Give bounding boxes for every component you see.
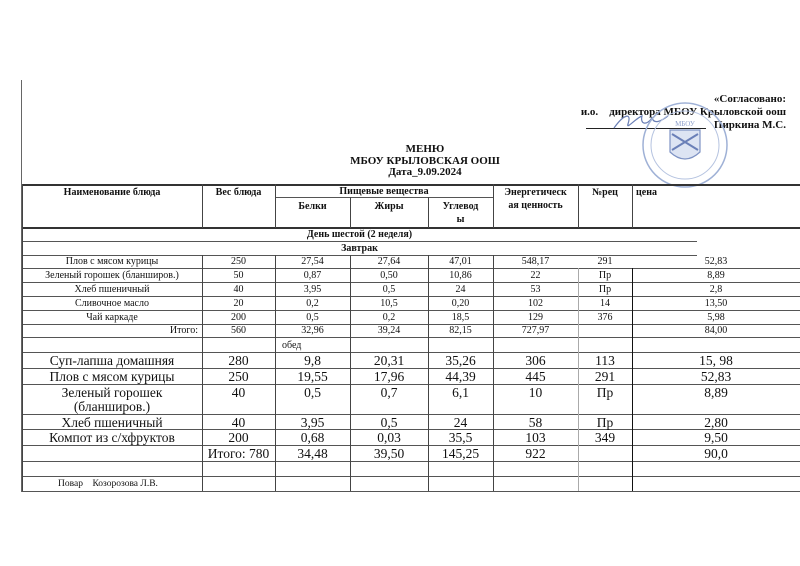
- stamp-icon: [640, 100, 730, 190]
- title-block: [300, 144, 550, 179]
- dish-name: Хлеб пшеничный: [74, 284, 150, 295]
- col-header-carbs-line2: ы: [456, 214, 465, 225]
- day-label: День шестой (2 неделя): [306, 229, 413, 240]
- dish-name-line2: (бланширов.): [73, 399, 151, 414]
- total-carbs: 82,15: [449, 325, 472, 336]
- dish-weight: 200: [228, 430, 249, 445]
- dish-energy: 10: [528, 385, 543, 400]
- dish-carbs: 35,26: [445, 353, 476, 368]
- total-protein: 32,96: [301, 325, 324, 336]
- dish-carbs: 6,1: [452, 385, 469, 400]
- dish-weight: 200: [231, 312, 246, 323]
- dish-weight: 40: [233, 284, 244, 295]
- dish-recipe: 376: [597, 312, 613, 323]
- dish-carbs: 0,20: [451, 298, 470, 309]
- dish-recipe: 291: [597, 256, 613, 267]
- dish-weight: 40: [231, 385, 246, 400]
- lunch-total-energy: 922: [525, 446, 546, 461]
- col-header-carbs: [428, 200, 493, 226]
- dish-energy: 102: [528, 298, 543, 309]
- dish-recipe: 291: [594, 369, 616, 384]
- dish-name: Плов с мясом курицы: [49, 369, 175, 384]
- dish-fat: 0,03: [377, 430, 401, 445]
- dish-price: 8,89: [704, 385, 728, 400]
- total-price: 84,00: [704, 325, 728, 336]
- dish-fat: 17,96: [373, 369, 405, 384]
- dish-protein: 0,68: [300, 430, 325, 445]
- dish-name: Плов с мясом курицы: [65, 256, 159, 267]
- approval-line-3: Пиркина М.С.: [713, 119, 786, 131]
- dish-protein: 0,5: [306, 312, 319, 323]
- dish-carbs: 47,01: [449, 256, 472, 267]
- dish-protein: 19,55: [297, 369, 328, 384]
- dish-price: 15, 98: [699, 353, 733, 368]
- menu-date: Дата_9.09.2024: [388, 166, 462, 178]
- approval-prefix: и.о.: [580, 106, 599, 118]
- menu-title: МЕНЮ: [405, 143, 445, 155]
- dish-weight: 250: [231, 256, 246, 267]
- stamp-text: МБОУ: [675, 120, 695, 128]
- cook-name: Козорозова Л.В.: [92, 479, 158, 489]
- col-header-protein: Белки: [298, 201, 327, 212]
- dish-name: Чай каркаде: [86, 312, 138, 323]
- cook-label: Повар: [58, 479, 83, 489]
- dish-recipe: 14: [600, 298, 610, 309]
- dish-price: 52,83: [700, 369, 732, 384]
- dish-name: Компот из с/хфруктов: [49, 430, 175, 445]
- dish-name: Зеленый горошек (бланширов.): [45, 270, 179, 281]
- col-header-weight: Вес блюда: [215, 187, 262, 198]
- dish-name: Хлеб пшеничный: [61, 415, 163, 430]
- dish-energy: 103: [525, 430, 546, 445]
- col-header-energy: [493, 186, 578, 212]
- total-weight: 560: [231, 325, 246, 336]
- total-energy: 727,97: [521, 325, 550, 336]
- approval-line-1: «Согласовано:: [713, 93, 786, 105]
- dish-energy: 53: [530, 284, 541, 295]
- dish-recipe: Пр: [598, 270, 612, 281]
- dish-protein: 0,2: [306, 298, 319, 309]
- lunch-total-label: Итого: 780: [207, 446, 270, 461]
- dish-protein: 27,54: [301, 256, 324, 267]
- dish-carbs: 24: [455, 284, 466, 295]
- dish-weight: 250: [228, 369, 249, 384]
- lunch-label: обед: [282, 340, 302, 351]
- dish-energy: 58: [528, 415, 543, 430]
- dish-carbs: 18,5: [451, 312, 470, 323]
- dish-weight: 280: [228, 353, 249, 368]
- dish-fat: 0,2: [382, 312, 396, 323]
- dish-recipe: 113: [595, 353, 615, 368]
- dish-name: Суп-лапша домашняя: [49, 353, 175, 368]
- approval-position: директора МБОУ Крыловской оош: [609, 106, 786, 118]
- dish-recipe: Пр: [598, 284, 612, 295]
- dish-name: Сливочное масло: [75, 298, 149, 309]
- dish-recipe: Пр: [596, 385, 614, 400]
- breakfast-label: Завтрак: [341, 243, 378, 254]
- col-header-energy-line2: ая ценность: [508, 200, 563, 211]
- lunch-total-price: 90,0: [704, 446, 728, 461]
- dish-fat: 0,5: [380, 415, 398, 430]
- dish-price: 2,80: [704, 415, 728, 430]
- dish-fat: 0,7: [380, 385, 398, 400]
- dish-price: 8,89: [707, 270, 725, 281]
- dish-energy: 548,17: [521, 256, 550, 267]
- col-header-energy-line1: Энергетическ: [504, 187, 567, 198]
- dish-weight: 20: [233, 298, 244, 309]
- dish-fat: 10,5: [380, 298, 398, 309]
- lunch-total-fat: 39,50: [373, 446, 405, 461]
- dish-fat: 20,31: [373, 353, 405, 368]
- dish-energy: 306: [525, 353, 546, 368]
- dish-energy: 22: [530, 270, 541, 281]
- dish-recipe: Пр: [596, 415, 614, 430]
- dish-energy: 129: [528, 312, 543, 323]
- dish-protein: 0,5: [304, 385, 321, 400]
- col-header-price: цена: [636, 187, 657, 198]
- dish-price: 13,50: [704, 298, 728, 309]
- dish-carbs: 10,86: [449, 270, 472, 281]
- dish-carbs: 44,39: [445, 369, 476, 384]
- dish-recipe: 349: [594, 430, 616, 445]
- total-fat: 39,24: [377, 325, 401, 336]
- col-header-fat: Жиры: [374, 201, 404, 212]
- dish-price: 52,83: [704, 256, 728, 267]
- dish-protein: 0,87: [303, 270, 322, 281]
- dish-protein: 3,95: [300, 415, 325, 430]
- total-label: Итого:: [169, 325, 198, 336]
- dish-fat: 0,5: [382, 284, 396, 295]
- col-header-carbs-line1: Углевод: [442, 201, 479, 212]
- col-header-nutrients: Пищевые вещества: [339, 186, 429, 197]
- col-header-name: Наименование блюда: [63, 187, 161, 198]
- dish-protein: 9,8: [304, 353, 321, 368]
- dish-protein: 3,95: [303, 284, 322, 295]
- lunch-total-carbs: 145,25: [441, 446, 480, 461]
- dish-price: 9,50: [704, 430, 728, 445]
- dish-carbs: 35,5: [448, 430, 473, 445]
- dish-fat: 27,64: [377, 256, 401, 267]
- dish-price: 2,8: [709, 284, 723, 295]
- school-name: МБОУ КРЫЛОВСКАЯ ООШ: [350, 154, 500, 167]
- dish-weight: 50: [233, 270, 244, 281]
- col-header-recipe: №рец: [592, 187, 618, 198]
- cook-signature: [58, 478, 158, 491]
- dish-fat: 0,50: [380, 270, 398, 281]
- lunch-total-protein: 34,48: [297, 446, 328, 461]
- dish-name-line1: Зеленый горошек: [61, 385, 163, 400]
- dish-carbs: 24: [453, 415, 468, 430]
- dish-price: 5,98: [707, 312, 725, 323]
- dish-energy: 445: [525, 369, 546, 384]
- dish-weight: 40: [231, 415, 246, 430]
